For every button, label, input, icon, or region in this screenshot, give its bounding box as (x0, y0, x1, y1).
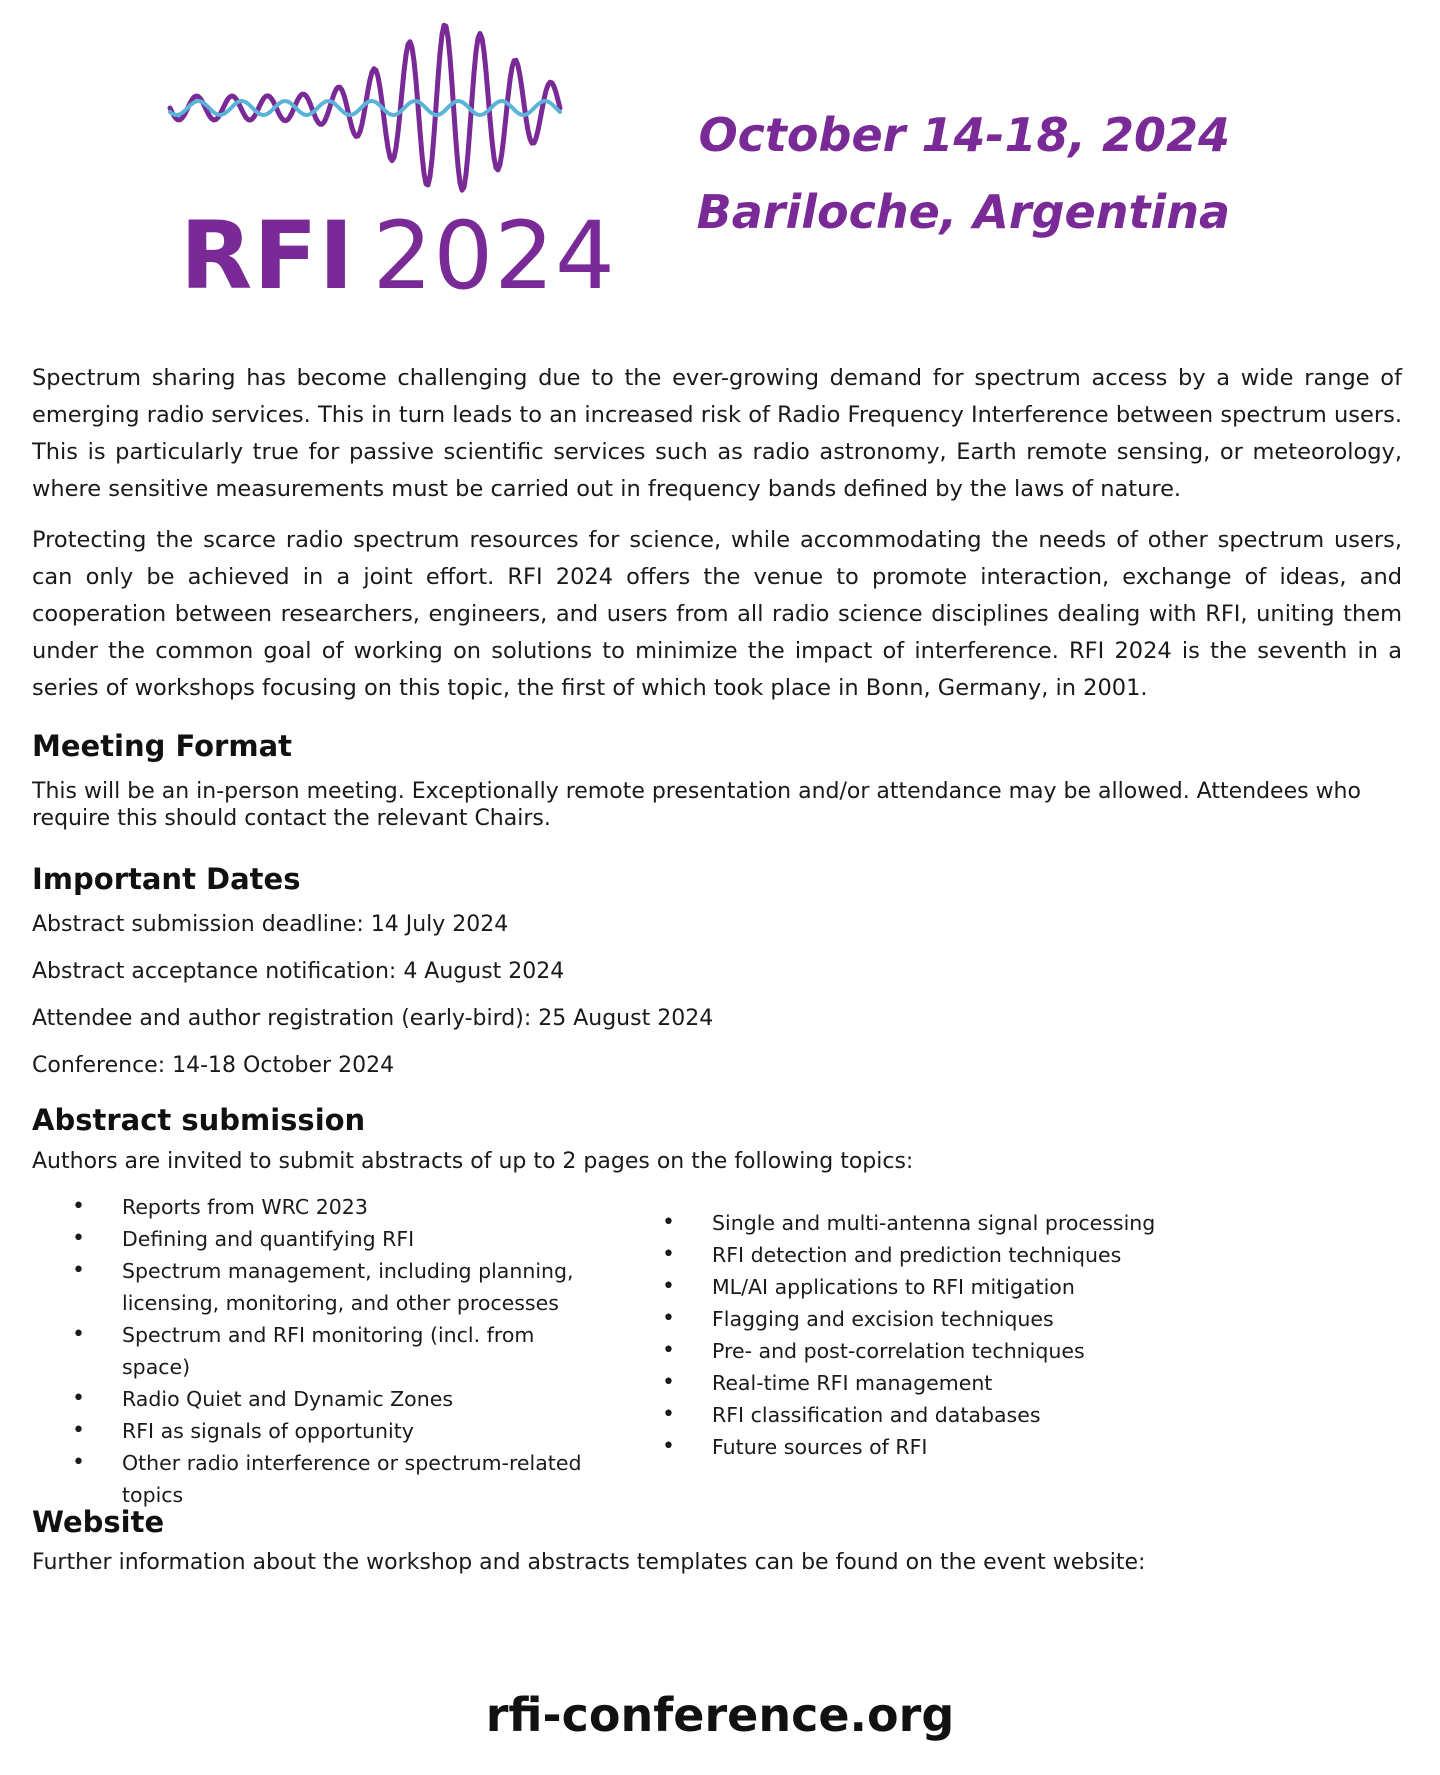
bullet: • (662, 1370, 675, 1396)
bullet: • (72, 1386, 85, 1412)
list-item: • ML/AI applications to RFI mitigation (662, 1271, 1262, 1303)
important-dates-list (32, 901, 1402, 1089)
logo-title-year: 2024 (372, 202, 616, 311)
event-date: October 14-18, 2024 (698, 108, 1230, 162)
bullet: • (72, 1194, 85, 1220)
list-item: • Spectrum management, including planning, licensing, monitoring, and other processes (72, 1255, 602, 1319)
date-registration: Attendee and author registration (early-bird): 25 August 2024 (32, 1005, 714, 1031)
website-text: Further information about the workshop and abstracts templates can be found on the event website: (32, 1550, 1146, 1576)
website-heading: Website (32, 1505, 165, 1540)
bullet: • (662, 1434, 675, 1460)
bullet: • (662, 1402, 675, 1428)
website-link[interactable]: rfi-conference.org (485, 1688, 955, 1742)
bullet: • (662, 1306, 675, 1332)
list-item: • Defining and quantifying RFI (72, 1223, 602, 1255)
meeting-format-heading: Meeting Format (32, 729, 293, 763)
topics-right-column (662, 1207, 1262, 1463)
bullet: • (72, 1418, 85, 1444)
intro-paragraph-2: Protecting the scarce radio spectrum resources for science, while accommodating the needs of other spectrum users, can only be achieved in a joint effort. RFI 2024 offers the venue to promote interaction, exchange of ideas, and cooperation between researchers, engineers, and users from all radio science disciplines dealing with RFI, uniting them under the common goal of working on solutions to minimize the impact of interference. RFI 2024 is the seventh in a series of workshops focusing on this topic, the first of which took place in Bonn, Germany, in 2001. (32, 527, 1402, 701)
bullet: • (72, 1450, 85, 1476)
list-item: • Pre- and post-correlation techniques (662, 1335, 1262, 1367)
header (0, 0, 1440, 340)
topics-list (32, 1191, 1402, 1508)
date-acceptance-notification: Abstract acceptance notification: 4 August 2024 (32, 958, 565, 984)
intro-section (32, 360, 1402, 707)
logo-title-rfi: RFI (180, 202, 355, 311)
list-item: • Spectrum and RFI monitoring (incl. from space) (72, 1319, 602, 1383)
rfi-2024-logo (160, 18, 616, 311)
list-item: • RFI as signals of opportunity (72, 1415, 602, 1447)
important-dates-heading: Important Dates (32, 861, 301, 896)
date-abstract-deadline: Abstract submission deadline: 14 July 2024 (32, 911, 509, 937)
abstract-submission-heading: Abstract submission (32, 1102, 366, 1137)
list-item: • Radio Quiet and Dynamic Zones (72, 1383, 602, 1415)
bullet: • (662, 1242, 675, 1268)
list-item: • Single and multi-antenna signal processing (662, 1207, 1262, 1239)
waveform-logo-graphic (160, 18, 580, 218)
event-location: Bariloche, Argentina (696, 185, 1230, 239)
bullet: • (662, 1274, 675, 1300)
list-item: • Other radio interference or spectrum-related topics (72, 1447, 602, 1511)
meeting-format-text: This will be an in-person meeting. Exceptionally remote presentation and/or attendance may be allowed. Attendees who require this should contact the relevant Chairs. (32, 778, 1361, 831)
abstract-submission-lead: Authors are invited to submit abstracts of up to 2 pages on the following topics: (32, 1149, 914, 1175)
list-item: • Future sources of RFI (662, 1431, 1262, 1463)
date-conference: Conference: 14-18 October 2024 (32, 1052, 395, 1078)
bullet: • (72, 1226, 85, 1252)
list-item: • RFI detection and prediction techniques (662, 1239, 1262, 1271)
bullet: • (662, 1338, 675, 1364)
list-item: • Flagging and excision techniques (662, 1303, 1262, 1335)
event-info (696, 108, 1230, 239)
bullet: • (72, 1322, 85, 1348)
main-content (32, 360, 1402, 1578)
list-item: • Real-time RFI management (662, 1367, 1262, 1399)
topics-left-column (72, 1191, 602, 1511)
intro-paragraph-1: Spectrum sharing has become challenging due to the ever-growing demand for spectrum access by a wide range of emerging radio services. This in turn leads to an increased risk of Radio Frequency Interference between spectrum users. This is particularly true for passive scientific services such as radio astronomy, Earth remote sensing, or meteorology, where sensitive measurements must be carried out in frequency bands defined by the laws of nature. (32, 365, 1402, 502)
bullet: • (662, 1210, 675, 1236)
list-item: • RFI classification and databases (662, 1399, 1262, 1431)
bullet: • (72, 1258, 85, 1284)
list-item: • Reports from WRC 2023 (72, 1191, 602, 1223)
logo-title (180, 202, 616, 311)
